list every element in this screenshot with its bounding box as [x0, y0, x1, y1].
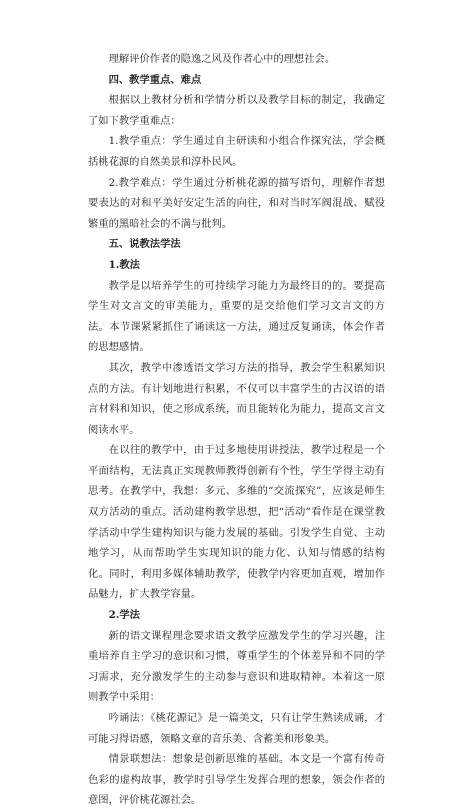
- paragraph-method-1: 教学是以培养学生的可持续学习能力为最终目的的。要提高学生对文言文的审美能力，重要的是交给他们学习文言文的方法。本节课紧紧抓住了诵读这一方法，通过反复诵读，体会作者的思想感情。: [88, 279, 385, 354]
- paragraph-intro-end: 理解评价作者的隐逸之风及作者心中的理想社会。: [108, 53, 336, 65]
- heading-teaching-method: 1.教法: [108, 258, 140, 271]
- heading-section-4: 四、教学重点、难点: [108, 73, 202, 86]
- heading-learning-method: 2.学法: [108, 609, 140, 622]
- paragraph-key-intro: 根据以上教材分析和学情分析以及教学目标的制定，我确定了如下教学重难点：: [88, 94, 385, 127]
- paragraph-learn-1: 新的语文课程理念要求语文教学应激发学生的学习兴趣，注重培养自主学习的意识和习惯，尊重学生的个体差异和不同的学习需求，充分激发学生的主动参与意识和进取精神。本着这一原则教学中采用：: [88, 629, 385, 704]
- paragraph-method-2: 其次，教学中渗透语文学习方法的指导，教会学生积累知识点的方法。有计划地进行积累，不仅可以丰富学生的古汉语的语言材料和知识，使之形成系统，而且能转化为能力，提高文言文阅读水平。: [88, 361, 385, 436]
- paragraph-learn-3: 情景联想法：想象是创新思维的基础。本文是一个富有传奇色彩的虚构故事，教学时引导学生发挥合理的想象，领会作者的意图，评价桃花源社会。: [88, 753, 385, 807]
- paragraph-method-3: 在以往的教学中，由于过多地使用讲授法，教学过程是一个平面结构，无法真正实现教师教得创新有个性，学生学得主动有思考。在教学中，我想：多元、多维的“交流探究”，应该是师生双方活动的重点。活动建构教学思想，把“活动”看作是在课堂教学活动中学生建构知识与能力发展的基础。引发学生自觉、主动地学习，从而帮助学生实现知识的能力化、认知与情感的结构化。同时，利用多媒体辅助教学，使教学内容更加直观，增加作品魅力，扩大教学容量。: [88, 444, 385, 601]
- paragraph-difficulty: 2.教学难点：学生通过分析桃花源的描写语句，理解作者想要表达的对和平美好安定生活的向往，和对当时军阀混战、赋役繁重的黑暗社会的不满与批判。: [88, 176, 385, 230]
- document-body: [88, 49, 385, 811]
- paragraph-learn-2: 吟诵法：《桃花源记》是一篇美文，只有让学生熟读成诵，才可能习得语感，领略文章的音乐美、含蓄美和形象美。: [88, 712, 385, 745]
- heading-section-5: 五、说教法学法: [108, 238, 181, 251]
- paragraph-key-point: 1.教学重点：学生通过自主研读和小组合作探究法，学会概括桃花源的自然美景和淳朴民风。: [88, 135, 385, 168]
